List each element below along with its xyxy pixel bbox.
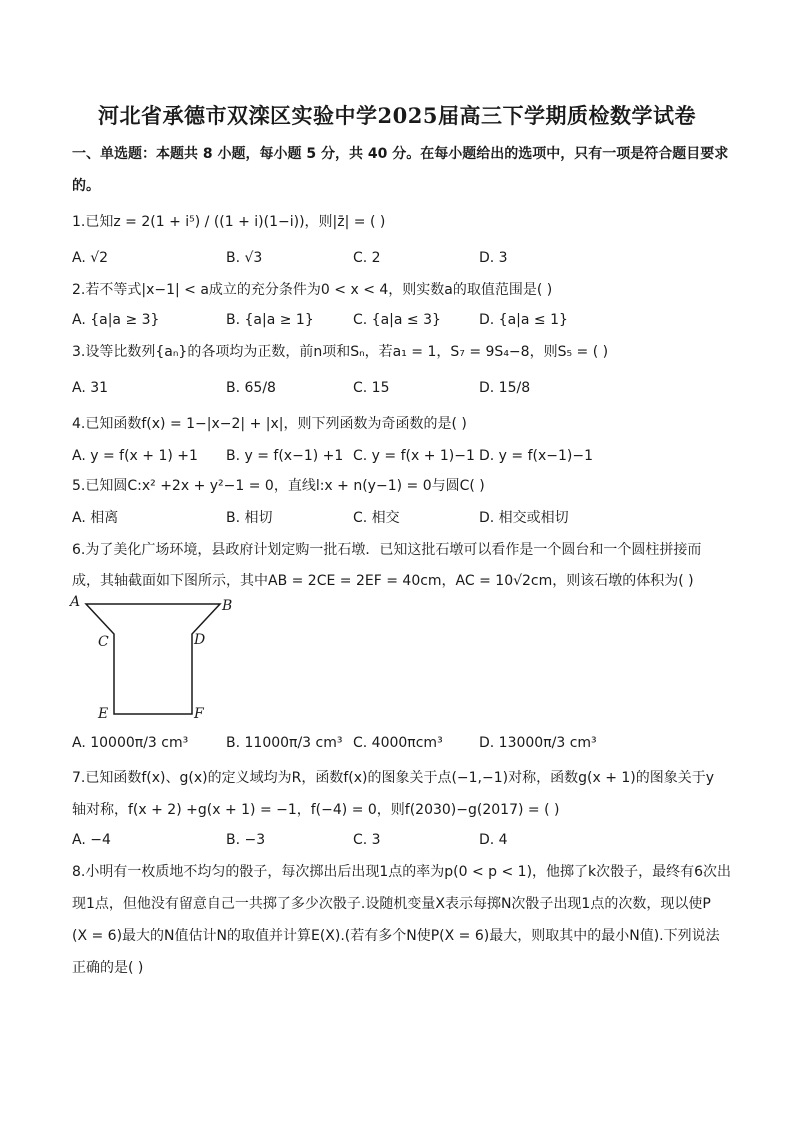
q4-option-b: B. y = f(x−1) +1 <box>226 448 344 464</box>
figure-label-b: B <box>222 598 233 614</box>
q4-option-d: D. y = f(x−1)−1 <box>479 448 594 464</box>
section-instruction-line2: 的。 <box>72 178 100 194</box>
q3-option-c: C. 15 <box>353 380 390 396</box>
q6-axial-section-figure <box>60 592 240 724</box>
q6-option-b: B. 11000π/3 cm³ <box>226 735 343 751</box>
q8-stem-line3: (X = 6)最大的N值估计N的取值并计算E(X).(若有多个N使P(X = 6)最大，则取其中的最小N值).下列说法 <box>72 928 720 944</box>
q3-option-d: D. 15/8 <box>479 380 531 396</box>
figure-outline <box>86 604 220 714</box>
q3-option-a: A. 31 <box>72 380 109 396</box>
q5-stem: 5.已知圆C:x² +2x + y²−1 = 0，直线l:x + n(y−1) = 0与圆C( ) <box>72 478 485 494</box>
q5-option-b: B. 相切 <box>226 510 273 526</box>
q2-option-c: C. {a|a ≤ 3} <box>353 312 441 328</box>
q1-option-d: D. 3 <box>479 250 508 266</box>
q4-stem: 4.已知函数f(x) = 1−|x−2| + |x|，则下列函数为奇函数的是( ) <box>72 416 467 432</box>
q7-stem-line2: 轴对称，f(x + 2) +g(x + 1) = −1，f(−4) = 0，则f(2030)−g(2017) = ( ) <box>72 802 560 818</box>
q6-option-c: C. 4000πcm³ <box>353 735 443 751</box>
q5-option-d: D. 相交或相切 <box>479 510 569 526</box>
exam-title: 河北省承德市双滦区实验中学2025届高三下学期质检数学试卷 <box>98 103 696 128</box>
q2-stem: 2.若不等式|x−1| < a成立的充分条件为0 < x < 4，则实数a的取值范围是( ) <box>72 282 553 298</box>
q4-option-c: C. y = f(x + 1)−1 <box>353 448 475 464</box>
q5-option-a: A. 相离 <box>72 510 119 526</box>
q7-stem-line1: 7.已知函数f(x)、g(x)的定义域均为R，函数f(x)的图象关于点(−1,−1)对称，函数g(x + 1)的图象关于y <box>72 770 715 786</box>
figure-label-e: E <box>98 706 109 722</box>
q1-option-b: B. √3 <box>226 250 263 266</box>
q7-option-a: A. −4 <box>72 832 111 848</box>
figure-label-a: A <box>70 594 81 610</box>
q8-stem-line4: 正确的是( ) <box>72 960 144 976</box>
q6-stem-line1: 6.为了美化广场环境，县政府计划定购一批石墩．已知这批石墩可以看作是一个圆台和一个圆柱拼接而 <box>72 542 702 558</box>
q4-option-a: A. y = f(x + 1) +1 <box>72 448 198 464</box>
q2-option-d: D. {a|a ≤ 1} <box>479 312 568 328</box>
q6-option-d: D. 13000π/3 cm³ <box>479 735 597 751</box>
q8-stem-line1: 8.小明有一枚质地不均匀的骰子，每次掷出后出现1点的率为p(0 < p < 1)，他掷了k次骰子，最终有6次出 <box>72 864 732 880</box>
figure-label-c: C <box>98 634 109 650</box>
q7-option-c: C. 3 <box>353 832 381 848</box>
section-instruction-line1: 一、单选题：本题共 8 小题，每小题 5 分，共 40 分。在每小题给出的选项中，只有一项是符合题目要求 <box>72 146 729 162</box>
q5-option-c: C. 相交 <box>353 510 400 526</box>
q7-option-d: D. 4 <box>479 832 508 848</box>
q2-option-a: A. {a|a ≥ 3} <box>72 312 160 328</box>
q6-option-a: A. 10000π/3 cm³ <box>72 735 189 751</box>
q6-stem-line2: 成，其轴截面如下图所示，其中AB = 2CE = 2EF = 40cm，AC = 10√2cm，则该石墩的体积为( ) <box>72 573 694 589</box>
q3-option-b: B. 65/8 <box>226 380 276 396</box>
q8-stem-line2: 现1点，但他没有留意自己一共掷了多少次骰子.设随机变量X表示每掷N次骰子出现1点的次数，现以使P <box>72 896 711 912</box>
q3-stem: 3.设等比数列{aₙ}的各项均为正数，前n项和Sₙ，若a₁ = 1，S₇ = 9S₄−8，则S₅ = ( ) <box>72 344 609 360</box>
q1-option-a: A. √2 <box>72 250 109 266</box>
figure-label-d: D <box>194 632 206 648</box>
q2-option-b: B. {a|a ≥ 1} <box>226 312 314 328</box>
q1-stem: 1.已知z = 2(1 + i⁵) / ((1 + i)(1−i))，则|z̄| = ( ) <box>72 214 386 230</box>
q1-option-c: C. 2 <box>353 250 381 266</box>
figure-label-f: F <box>194 706 204 722</box>
q7-option-b: B. −3 <box>226 832 266 848</box>
